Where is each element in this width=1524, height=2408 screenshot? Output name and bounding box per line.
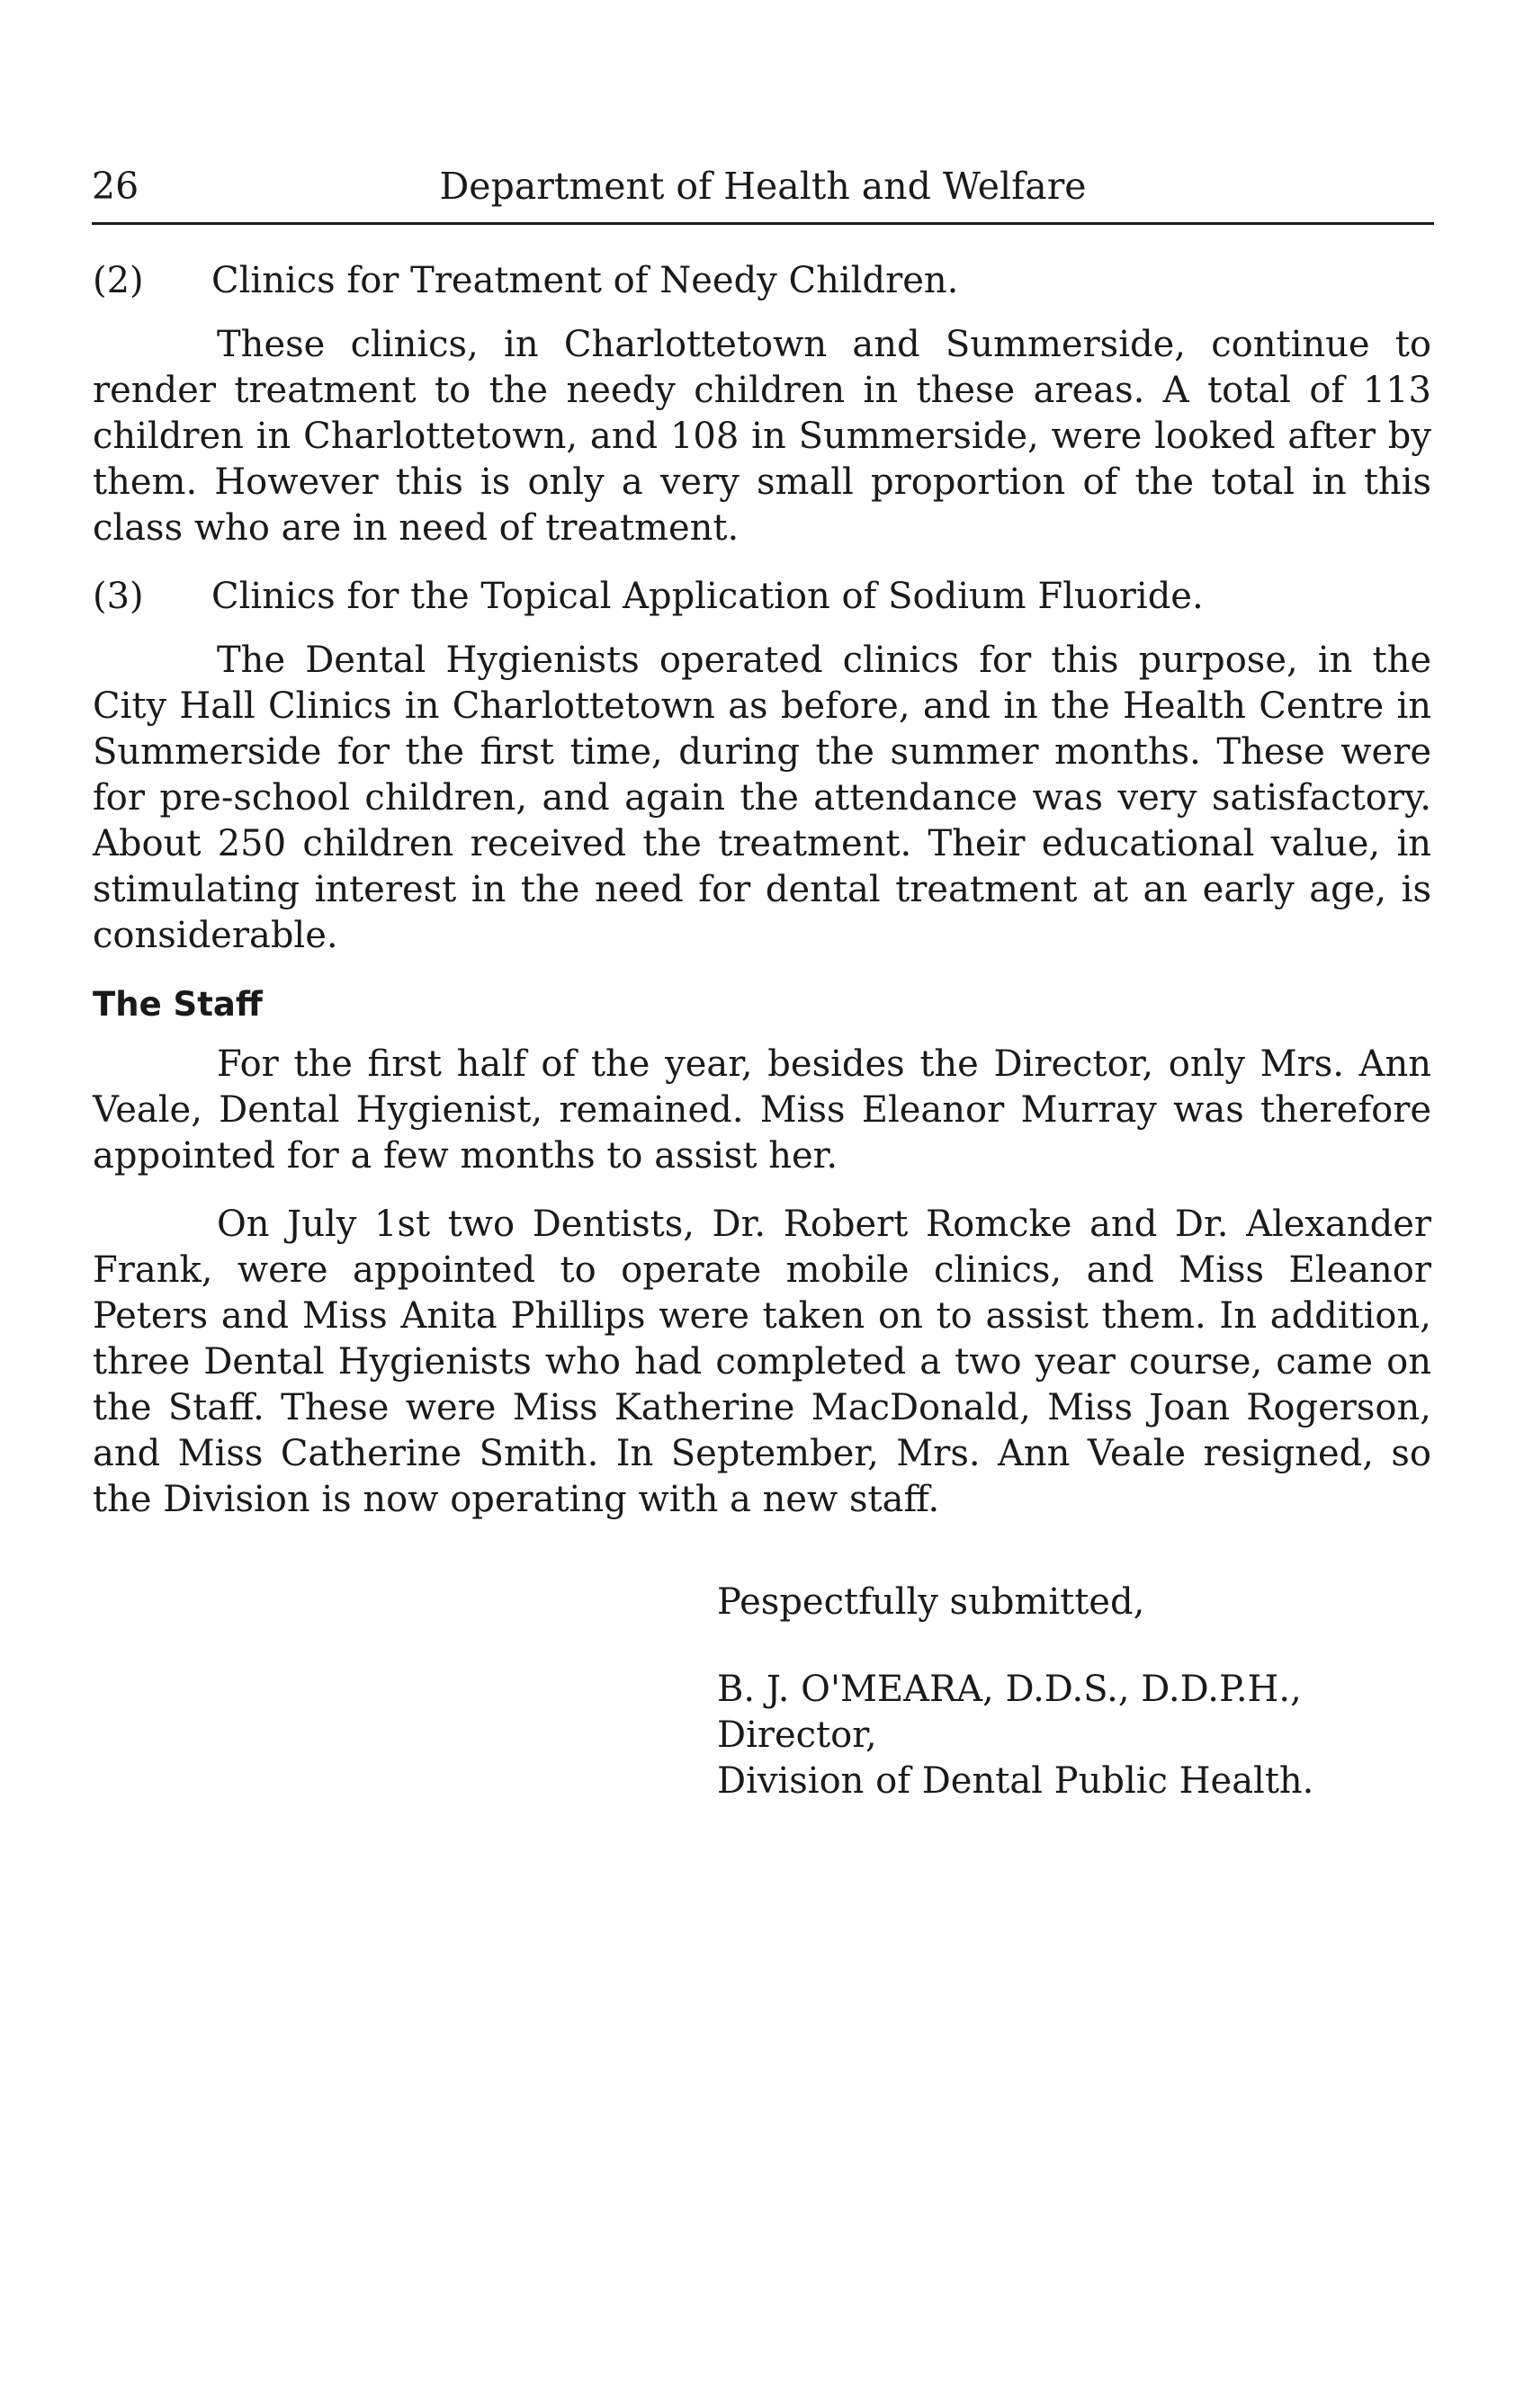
- signatory-name: B. J. O'MEARA, D.D.S., D.D.P.H.,: [717, 1669, 1302, 1710]
- paragraph: These clinics, in Charlottetown and Summerside, continue to render treatment to the needy children in these areas. A total of 113 children in Charlottetown, and 108 in Summerside, were looked after by them. However this is only a very small proportion of the total in this class who are in need of treatment.: [93, 324, 1431, 549]
- paragraph: The Dental Hygienists operated clinics for this purpose, in the City Hall Clinics in Charlottetown as before, and in the Health Centre in Summerside for the first time, during the summer months. These were for pre-school children, and again the attendance was very satisfactory. About 250 children received the treatment. Their educational value, in stimulating interest in the need for dental treatment at an early age, is considerable.: [93, 640, 1431, 956]
- closing-line: Pespectfully submitted,: [717, 1581, 1145, 1623]
- section-heading: [93, 258, 1431, 304]
- section-title: Clinics for the Topical Application of Sodium Fluoride.: [211, 576, 1204, 617]
- signatory-division: Division of Dental Public Health.: [717, 1760, 1314, 1802]
- header-title: Department of Health and Welfare: [439, 165, 1087, 208]
- page-number: 26: [92, 165, 139, 208]
- section-number: (2): [93, 260, 144, 301]
- body-text: [93, 258, 1431, 1545]
- paragraph: For the first half of the year, besides the Director, only Mrs. Ann Veale, Dental Hygienist, remained. Miss Eleanor Murray was therefore appointed for a few months to assist her.: [93, 1043, 1431, 1177]
- paragraph: On July 1st two Dentists, Dr. Robert Romcke and Dr. Alexander Frank, were appointed to operate mobile clinics, and Miss Eleanor Peters and Miss Anita Phillips were taken on to assist them. In addition, three Dental Hygienists who had completed a two year course, came on the Staff. These were Miss Katherine MacDonald, Miss Joan Rogerson, and Miss Catherine Smith. In September, Mrs. Ann Veale resigned, so the Division is now operating with a new staff.: [93, 1204, 1431, 1520]
- header-rule: [92, 222, 1434, 225]
- section-title: Clinics for Treatment of Needy Children.: [211, 260, 959, 301]
- signature-block: [717, 1580, 1437, 1804]
- staff-heading: The Staff: [93, 985, 263, 1024]
- running-header: [92, 164, 1434, 209]
- signatory-position: Director,: [717, 1714, 877, 1756]
- section-heading: [93, 574, 1431, 620]
- section-number: (3): [93, 576, 144, 617]
